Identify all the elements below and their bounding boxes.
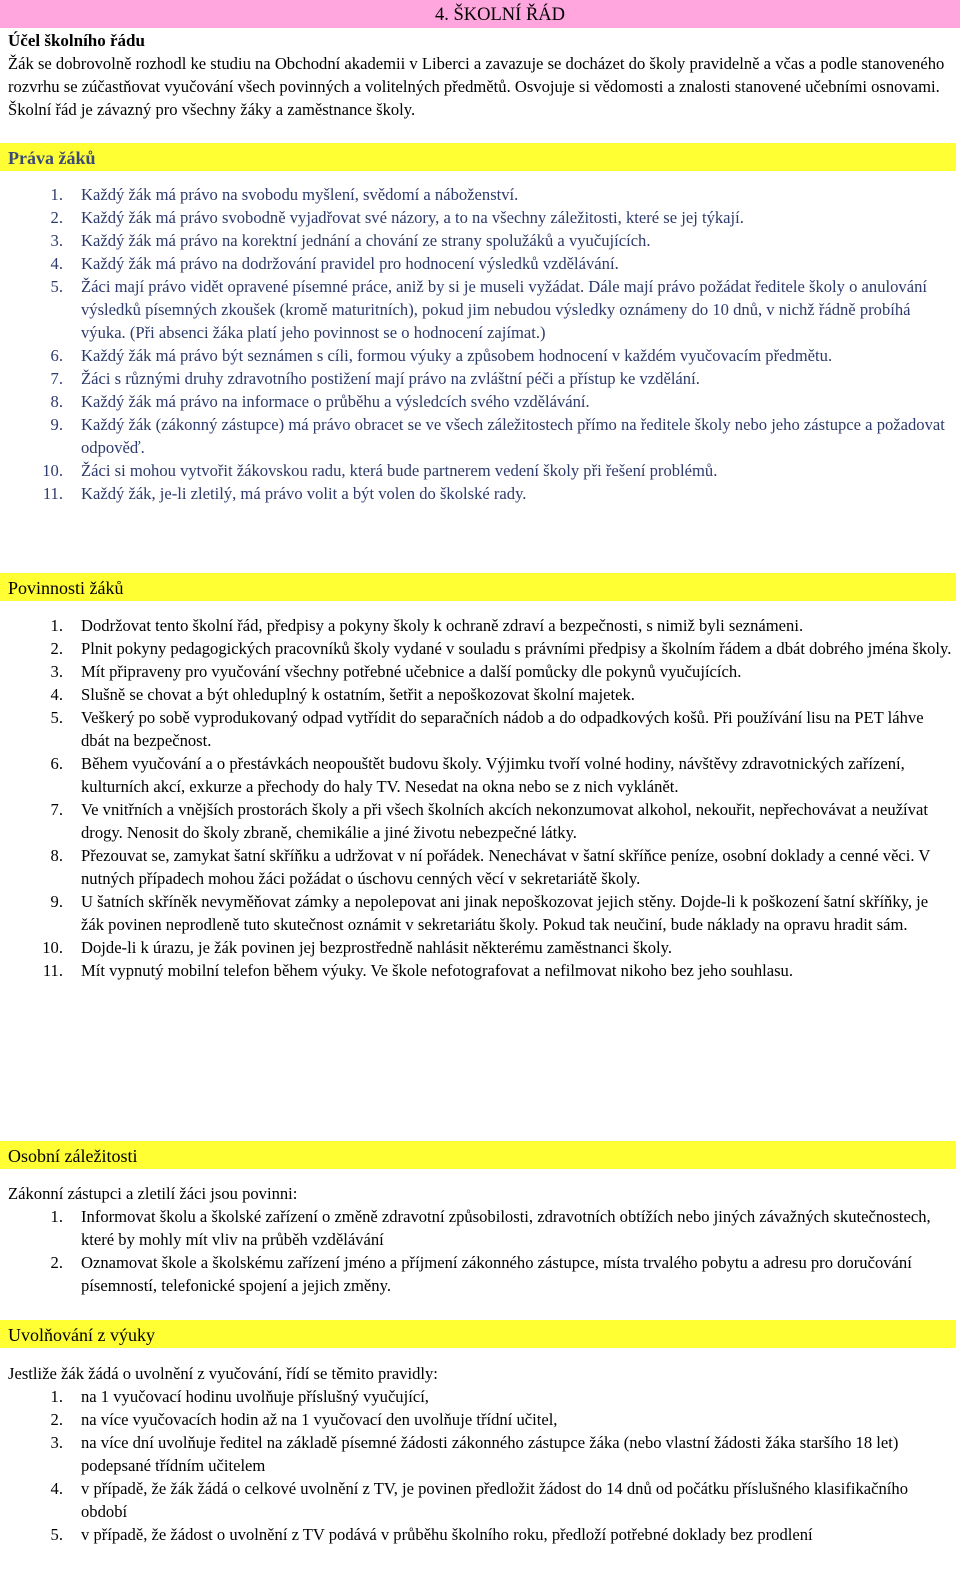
list-item-text: Mít vypnutý mobilní telefon během výuky. Ve škole nefotografovat a nefilmovat nikoho bez jeho souhlasu. xyxy=(81,961,794,980)
list-item-text: Přezouvat se, zamykat šatní skříňku a udržovat v ní pořádek. Nenechávat v šatní skříňce peníze, osobní doklady a cenné věci. V nutných případech mohou žáci požádat o úschovu cenných věcí v sekretariátě školy. xyxy=(81,846,931,888)
list-item-text: v případě, že žádost o uvolnění z TV podává v průběhu školního roku, předloží potřebné doklady bez prodlení xyxy=(81,1525,813,1544)
list-item-text: Každý žák má právo na svobodu myšlení, svědomí a náboženství. xyxy=(81,185,519,204)
list-item-number: 5. xyxy=(50,1525,63,1544)
list-item xyxy=(0,344,952,367)
list-item xyxy=(0,1251,952,1297)
personal-list xyxy=(0,1205,952,1297)
personal-heading: Osobní záležitosti xyxy=(8,1146,138,1166)
list-item-text: Ve vnitřních a vnějších prostorách školy a při všech školních akcích nekonzumovat alkohol, nekouřit, nepřechovávat a neužívat drogy. Nenosit do školy zbraně, chemikálie a jiné životu nebezpečné látky. xyxy=(81,800,928,842)
list-item xyxy=(0,275,952,344)
list-item-text: Oznamovat škole a školskému zařízení jméno a příjmení zákonného zástupce, místa trvalého pobytu a adresu pro doručování písemností, telefonické spojení a jejich změny. xyxy=(81,1253,912,1295)
list-item xyxy=(0,844,952,890)
list-item-text: Dojde-li k úrazu, je žák povinen jej bezprostředně nahlásit některému zaměstnanci školy. xyxy=(81,938,673,957)
list-item-text: Žáci s různými druhy zdravotního postižení mají právo na zvláštní péči a přístup ke vzdělání. xyxy=(81,369,700,388)
list-item-text: na 1 vyučovací hodinu uvolňuje příslušný vyučující, xyxy=(81,1387,429,1406)
list-item xyxy=(0,1408,952,1431)
list-item xyxy=(0,637,952,660)
list-item xyxy=(0,252,952,275)
list-item-number: 11. xyxy=(42,484,63,503)
list-item-number: 1. xyxy=(50,1387,63,1406)
list-item-number: 1. xyxy=(50,616,63,635)
list-item xyxy=(0,390,952,413)
list-item-number: 2. xyxy=(50,1410,63,1429)
list-item-number: 2. xyxy=(50,639,63,658)
list-item-text: Plnit pokyny pedagogických pracovníků školy vydané v souladu s právními předpisy a školním řádem a dbát dobrého jména školy. xyxy=(81,639,952,658)
list-item-number: 10. xyxy=(42,938,63,957)
list-item-number: 6. xyxy=(50,754,63,773)
list-item xyxy=(0,413,952,459)
list-item-number: 1. xyxy=(50,1207,63,1226)
list-item-number: 3. xyxy=(50,1433,63,1452)
list-item-text: Slušně se chovat a být ohleduplný k ostatním, šetřit a nepoškozovat školní majetek. xyxy=(81,685,635,704)
list-item xyxy=(0,959,952,982)
leave-intro: Jestliže žák žádá o uvolnění z vyučování, řídí se těmito pravidly: xyxy=(8,1364,438,1383)
purpose-text: Žák se dobrovolně rozhodl ke studiu na Obchodní akademii v Liberci a zavazuje se docházet do školy pravidelně a včas a podle stanoveného rozvrhu se zúčastňovat vyučování všech povinných a volitelných předmětů. Osvojuje si vědomosti a znalosti stanovené učebními osnovami. Školní řád je závazný pro všechny žáky a zaměstnance školy. xyxy=(8,54,945,119)
list-item xyxy=(0,614,952,637)
duties-heading-bar xyxy=(0,573,956,601)
list-item-text: Mít připraveny pro vyučování všechny potřebné učebnice a další pomůcky dle pokynů vyučujících. xyxy=(81,662,742,681)
list-item-number: 3. xyxy=(50,662,63,681)
list-item-text: Každý žák, je-li zletilý, má právo volit a být volen do školské rady. xyxy=(81,484,527,503)
list-item-text: Veškerý po sobě vyprodukovaný odpad vytřídit do separačních nádob a do odpadkových košů. Při používání lisu na PET láhve dbát na bezpečnost. xyxy=(81,708,924,750)
list-item-text: v případě, že žák žádá o celkové uvolnění z TV, je povinen předložit žádost do 14 dnů od počátku příslušného klasifikačního období xyxy=(81,1479,908,1521)
list-item-number: 5. xyxy=(50,708,63,727)
list-item xyxy=(0,798,952,844)
list-item-number: 2. xyxy=(50,208,63,227)
list-item xyxy=(0,206,952,229)
list-item xyxy=(0,459,952,482)
list-item-number: 4. xyxy=(50,685,63,704)
list-item-number: 4. xyxy=(50,1479,63,1498)
list-item-number: 6. xyxy=(50,346,63,365)
rights-heading-bar xyxy=(0,143,956,171)
list-item xyxy=(0,1431,952,1477)
list-item-text: Každý žák má právo na korektní jednání a chování ze strany spolužáků a vyučujících. xyxy=(81,231,651,250)
list-item-number: 7. xyxy=(50,369,63,388)
list-item-text: Žáci mají právo vidět opravené písemné práce, aniž by si je museli vyžádat. Dále mají právo požádat ředitele školy o anulování výsledků písemných zkoušek (kromě maturitních), pokud jim nebudou výsledky oznámeny do 10 dnů, v nichž řádně probíhá výuka. (Při absenci žáka platí jeho povinnost se o hodnocení zajímat.) xyxy=(81,277,927,342)
personal-intro: Zákonní zástupci a zletilí žáci jsou povinni: xyxy=(8,1184,298,1203)
list-item-text: Dodržovat tento školní řád, předpisy a pokyny školy k ochraně zdraví a bezpečnosti, s nimiž byli seznámeni. xyxy=(81,616,804,635)
list-item xyxy=(0,1385,952,1408)
duties-heading: Povinnosti žáků xyxy=(8,578,124,598)
list-item-text: Každý žák má právo být seznámen s cíli, formou výuky a způsobem hodnocení v každém vyučovacím předmětu. xyxy=(81,346,833,365)
purpose-heading: Účel školního řádu xyxy=(8,31,145,50)
list-item-number: 11. xyxy=(42,961,63,980)
list-item xyxy=(0,1477,952,1523)
list-item-number: 9. xyxy=(50,415,63,434)
list-item xyxy=(0,229,952,252)
list-item xyxy=(0,890,952,936)
list-item-number: 7. xyxy=(50,800,63,819)
personal-heading-bar xyxy=(0,1141,956,1169)
list-item xyxy=(0,660,952,683)
list-item-text: Žáci si mohou vytvořit žákovskou radu, která bude partnerem vedení školy při řešení problémů. xyxy=(81,461,718,480)
list-item-number: 8. xyxy=(50,846,63,865)
rights-heading: Práva žáků xyxy=(8,148,96,168)
list-item xyxy=(0,1205,952,1251)
list-item-text: Každý žák (zákonný zástupce) má právo obracet se ve všech záležitostech přímo na ředitele školy nebo jeho zástupce a požadovat odpověď. xyxy=(81,415,945,457)
list-item-number: 8. xyxy=(50,392,63,411)
list-item-number: 4. xyxy=(50,254,63,273)
rights-list xyxy=(0,183,952,505)
list-item xyxy=(0,1523,952,1546)
list-item-text: Každý žák má právo na dodržování pravidel pro hodnocení výsledků vzdělávání. xyxy=(81,254,619,273)
list-item xyxy=(0,752,952,798)
list-item-text: Každý žák má právo na informace o průběhu a výsledcích svého vzdělávání. xyxy=(81,392,590,411)
list-item-text: U šatních skříněk nevyměňovat zámky a nepolepovat ani jinak nepoškozovat jejich stěny. Dojde-li k poškození šatní skříňky, je žák povinen neprodleně tuto skutečnost oznámit v sekretariátu školy. Pokud tak neučiní, bude náklady na opravu hradit sám. xyxy=(81,892,929,934)
list-item-text: na více vyučovacích hodin až na 1 vyučovací den uvolňuje třídní učitel, xyxy=(81,1410,558,1429)
list-item-number: 9. xyxy=(50,892,63,911)
leave-heading: Uvolňování z výuky xyxy=(8,1325,155,1345)
duties-list xyxy=(0,614,952,982)
leave-heading-bar xyxy=(0,1320,956,1348)
list-item xyxy=(0,482,952,505)
list-item-text: Každý žák má právo svobodně vyjadřovat své názory, a to na všechny záležitosti, které se jej týkají. xyxy=(81,208,744,227)
list-item xyxy=(0,183,952,206)
list-item-number: 10. xyxy=(42,461,63,480)
list-item-text: na více dní uvolňuje ředitel na základě písemné žádosti zákonného zástupce žáka (nebo vlastní žádosti žáka staršího 18 let) podepsané třídním učitelem xyxy=(81,1433,899,1475)
list-item xyxy=(0,683,952,706)
page-title: 4. ŠKOLNÍ ŘÁD xyxy=(0,0,960,28)
list-item xyxy=(0,367,952,390)
list-item-text: Během vyučování a o přestávkách neopouštět budovu školy. Výjimku tvoří volné hodiny, návštěvy zdravotnických zařízení, kulturních akcí, exkurze a přechody do haly TV. Nesedat na okna nebo se z nich vyklánět. xyxy=(81,754,905,796)
list-item xyxy=(0,936,952,959)
list-item-number: 1. xyxy=(50,185,63,204)
list-item xyxy=(0,706,952,752)
list-item-number: 3. xyxy=(50,231,63,250)
list-item-text: Informovat školu a školské zařízení o změně zdravotní způsobilosti, zdravotních obtížích nebo jiných závažných skutečnostech, které by mohly mít vliv na průběh vzdělávání xyxy=(81,1207,931,1249)
list-item-number: 2. xyxy=(50,1253,63,1272)
leave-list xyxy=(0,1385,952,1546)
list-item-number: 5. xyxy=(50,277,63,296)
